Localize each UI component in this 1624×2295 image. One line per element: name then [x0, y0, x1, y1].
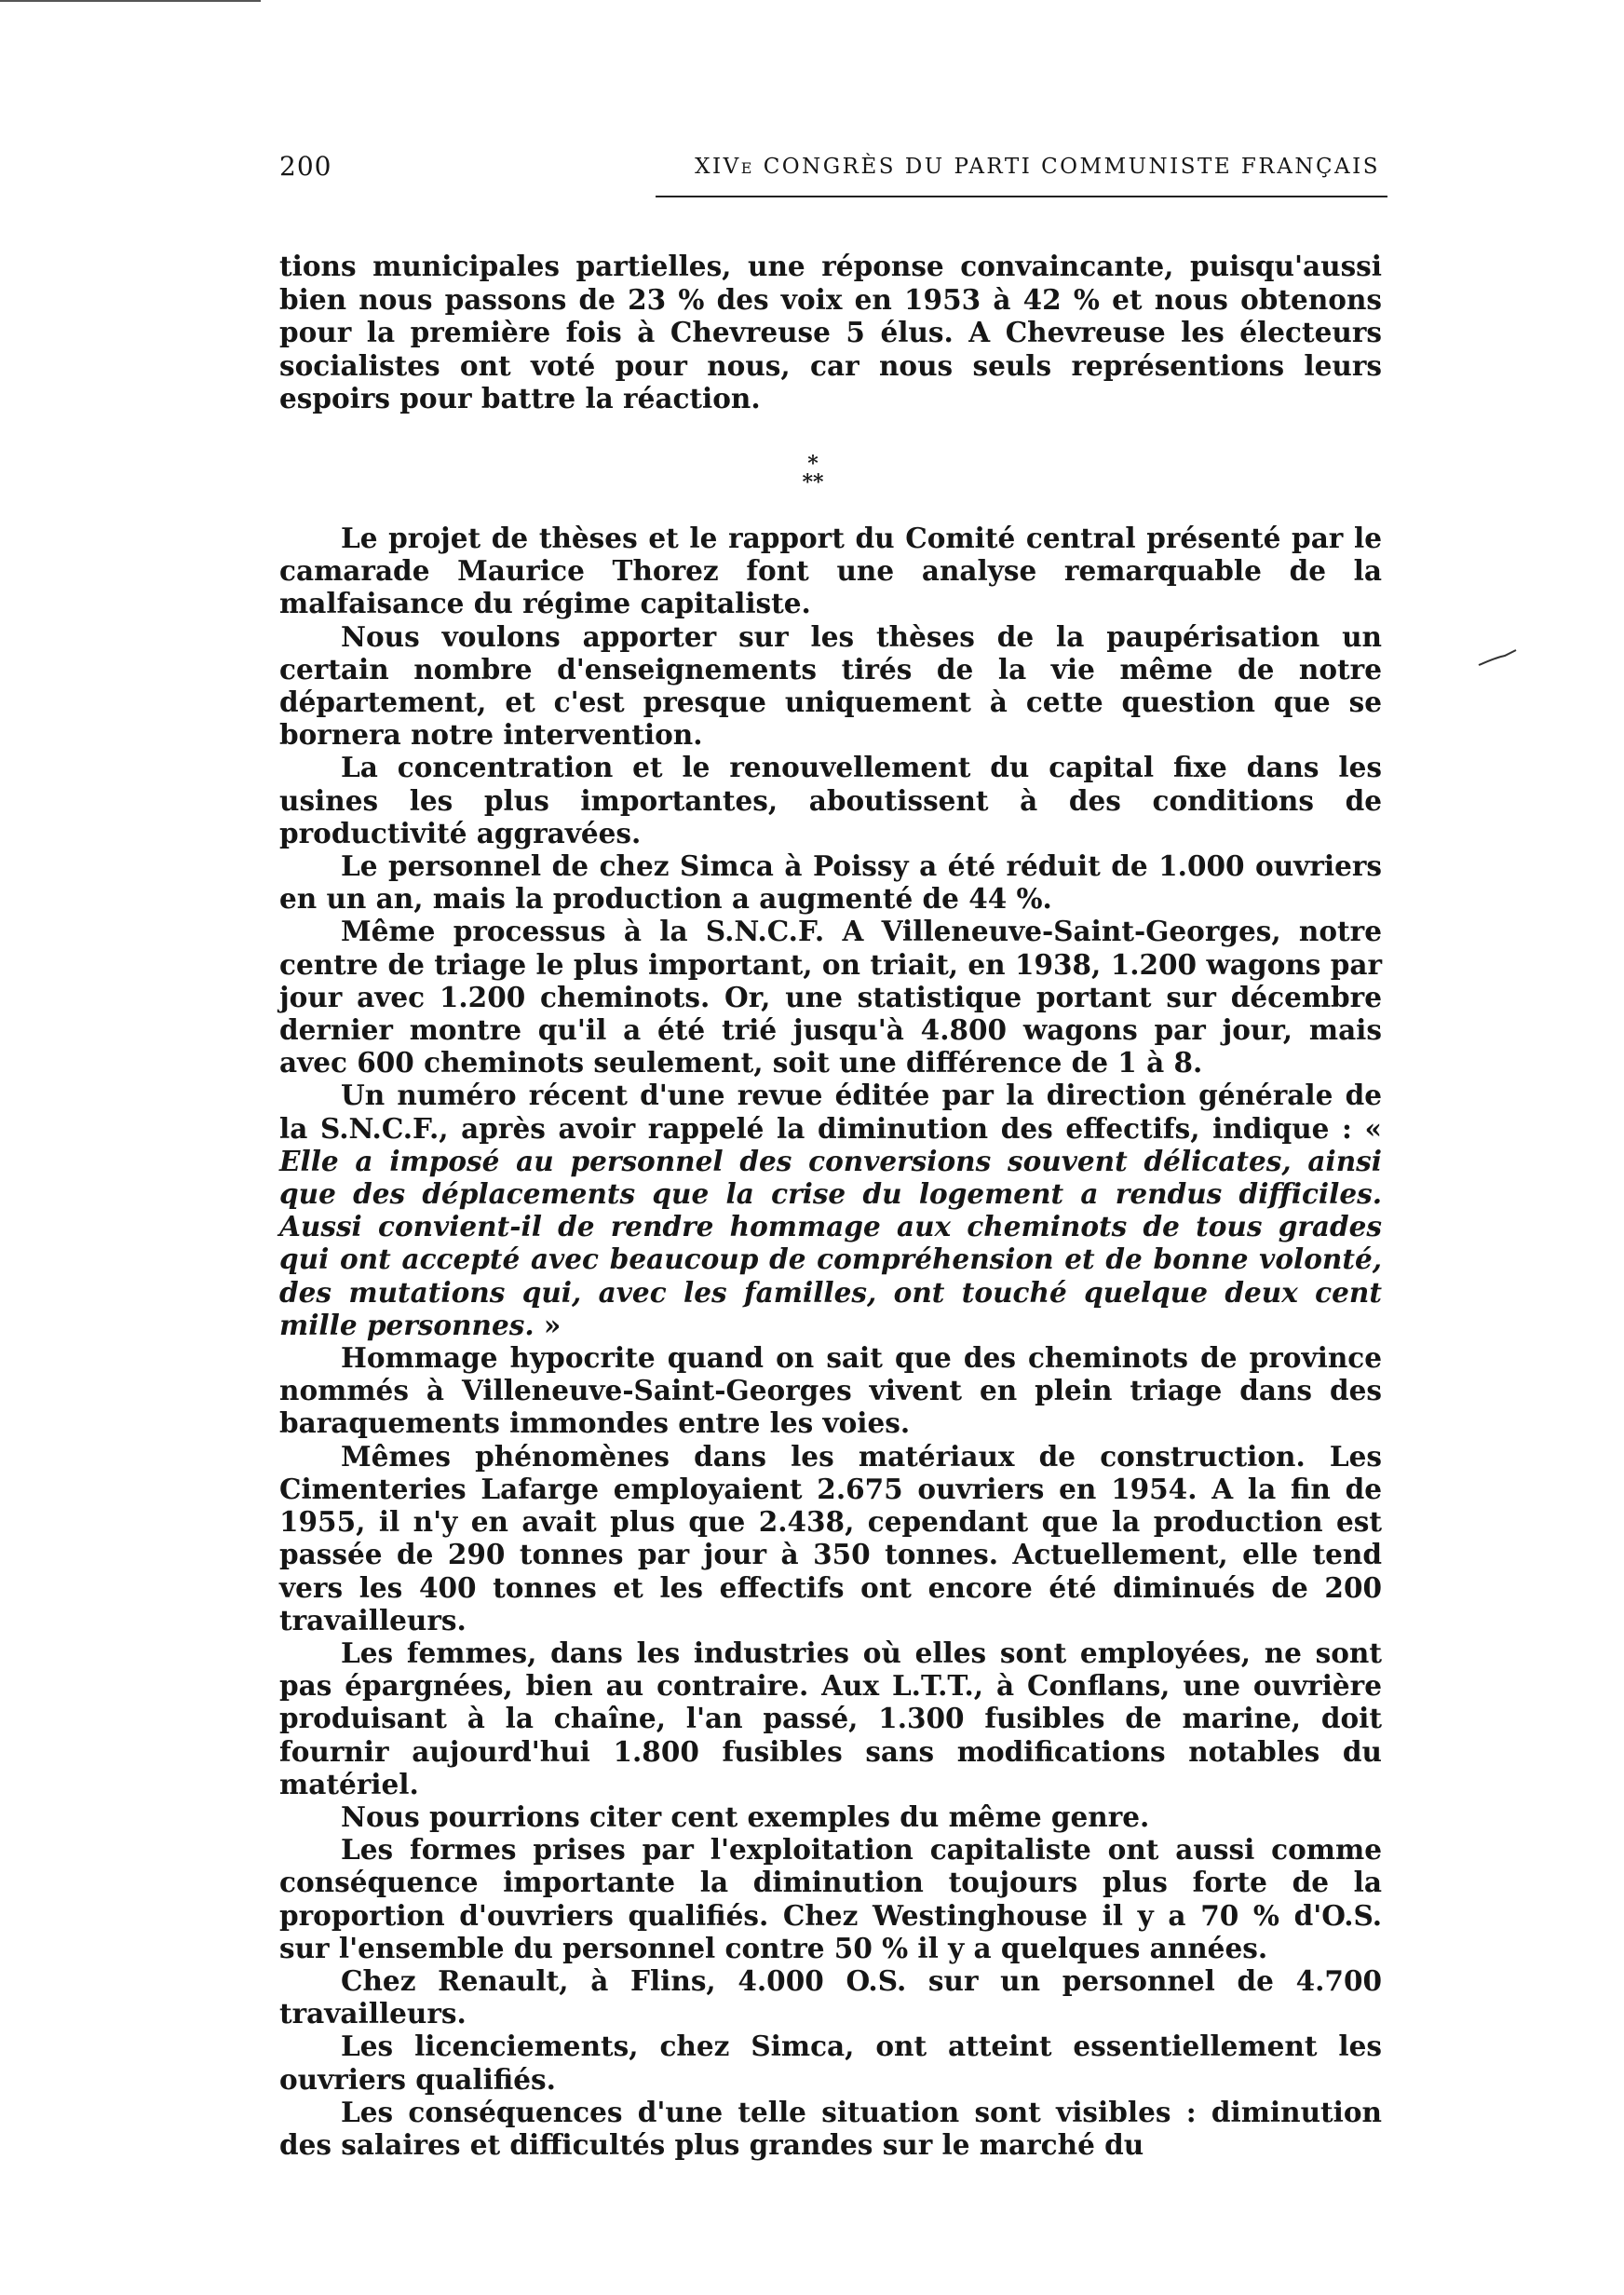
- quote-paragraph: [279, 1079, 1382, 1341]
- paragraph: Même processus à la S.N.C.F. A Villeneuve-Saint-Georges, notre centre de triage le plus important, on triait, en 1938, 1.200 wagons par jour avec 1.200 cheminots. Or, une statistique portant sur décembre dernier montre qu'il a été trié jusqu'à 4.800 wagons par jour, mais avec 600 cheminots seulement, soit une différence de 1 à 8.: [279, 915, 1382, 1080]
- paragraph: Le projet de thèses et le rapport du Comité central présenté par le camarade Maurice Thorez font une analyse remarquable de la malfaisance du régime capitaliste.: [279, 522, 1382, 620]
- paragraph: Hommage hypocrite quand on sait que des cheminots de province nommés à Villeneuve-Saint-Georges vivent en plein triage dans des baraquements immondes entre les voies.: [279, 1341, 1382, 1440]
- intro-section: [279, 250, 1382, 415]
- paragraph: Les licenciements, chez Simca, ont atteint essentiellement les ouvriers qualifiés.: [279, 2030, 1382, 2096]
- paragraph: Les femmes, dans les industries où elles sont employées, ne sont pas épargnées, bien au contraire. Aux L.T.T., à Conflans, une ouvrière produisant à la chaîne, l'an passé, 1.300 fusibles de marine, doit fournir aujourd'hui 1.800 fusibles sans modifications notables du matériel.: [279, 1636, 1382, 1800]
- paragraph: Chez Renault, à Flins, 4.000 O.S. sur un personnel de 4.700 travailleurs.: [279, 1963, 1382, 2030]
- intro-paragraph: tions municipales partielles, une réponse convaincante, puisqu'aussi bien nous passons de 23 % des voix en 1953 à 42 % et nous obtenons pour la première fois à Chevreuse 5 élus. A Chevreuse les électeurs socialistes ont voté pour nous, car nous seuls représentions leurs espoirs pour battre la réaction.: [279, 250, 1382, 414]
- section-ornament: [790, 452, 836, 501]
- paragraph: Les conséquences d'une telle situation sont visibles : diminution des salaires et difficultés plus grandes sur le marché du: [279, 2095, 1382, 2161]
- paragraph: Nous voulons apporter sur les thèses de la paupérisation un certain nombre d'enseignements tirés de la vie même de notre département, et c'est presque uniquement à cette question que se bornera notre intervention.: [279, 619, 1382, 752]
- page-header: [279, 151, 1387, 199]
- paragraph: Le personnel de chez Simca à Poissy a été réduit de 1.000 ouvriers en un an, mais la production a augmenté de 44 %.: [279, 849, 1382, 916]
- scan-edge-rule: [0, 0, 261, 2]
- ornament-top: *: [807, 452, 819, 476]
- running-title: XIVe CONGRÈS DU PARTI COMMUNISTE FRANÇAIS: [695, 155, 1380, 179]
- header-rule: [656, 196, 1387, 197]
- paragraph: Les formes prises par l'exploitation capitaliste ont aussi comme conséquence importante la diminution toujours plus forte de la proportion d'ouvriers qualifiés. Chez Westinghouse il y a 70 % d'O.S. sur l'ensemble du personnel contre 50 % il y a quelques années.: [279, 1833, 1382, 1964]
- quote-lead: Un numéro récent d'une revue éditée par la direction générale de la S.N.C.F., après avoir rappelé la diminution des effectifs, indique : «: [279, 1079, 1382, 1145]
- paragraph: La concentration et le renouvellement du capital fixe dans les usines les plus importantes, aboutissent à des conditions de productivité aggravées.: [279, 751, 1382, 849]
- quote-text: Elle a imposé au personnel des conversions souvent délicates, ainsi que des déplacements que la crise du logement a rendus difficiles. Aussi convient-il de rendre hommage aux cheminots de tous grades qui ont accepté avec beaucoup de compréhension et de bonne volonté, des mutations qui, avec les familles, ont touché quelque deux cent mille personnes.: [279, 1144, 1382, 1341]
- main-section: [279, 522, 1382, 2161]
- quote-close: »: [534, 1308, 562, 1341]
- page-number: 200: [279, 151, 332, 182]
- margin-pen-mark: [1477, 648, 1518, 669]
- paragraph: Mêmes phénomènes dans les matériaux de construction. Les Cimenteries Lafarge employaient 2.675 ouvriers en 1954. A la fin de 1955, il n'y en avait plus que 2.438, cependant que la production est passée de 290 tonnes par jour à 350 tonnes. Actuellement, elle tend vers les 400 tonnes et les effectifs ont encore été diminués de 200 travailleurs.: [279, 1439, 1382, 1636]
- ornament-bottom: **: [802, 470, 824, 495]
- paragraph: Nous pourrions citer cent exemples du même genre.: [341, 1799, 1150, 1833]
